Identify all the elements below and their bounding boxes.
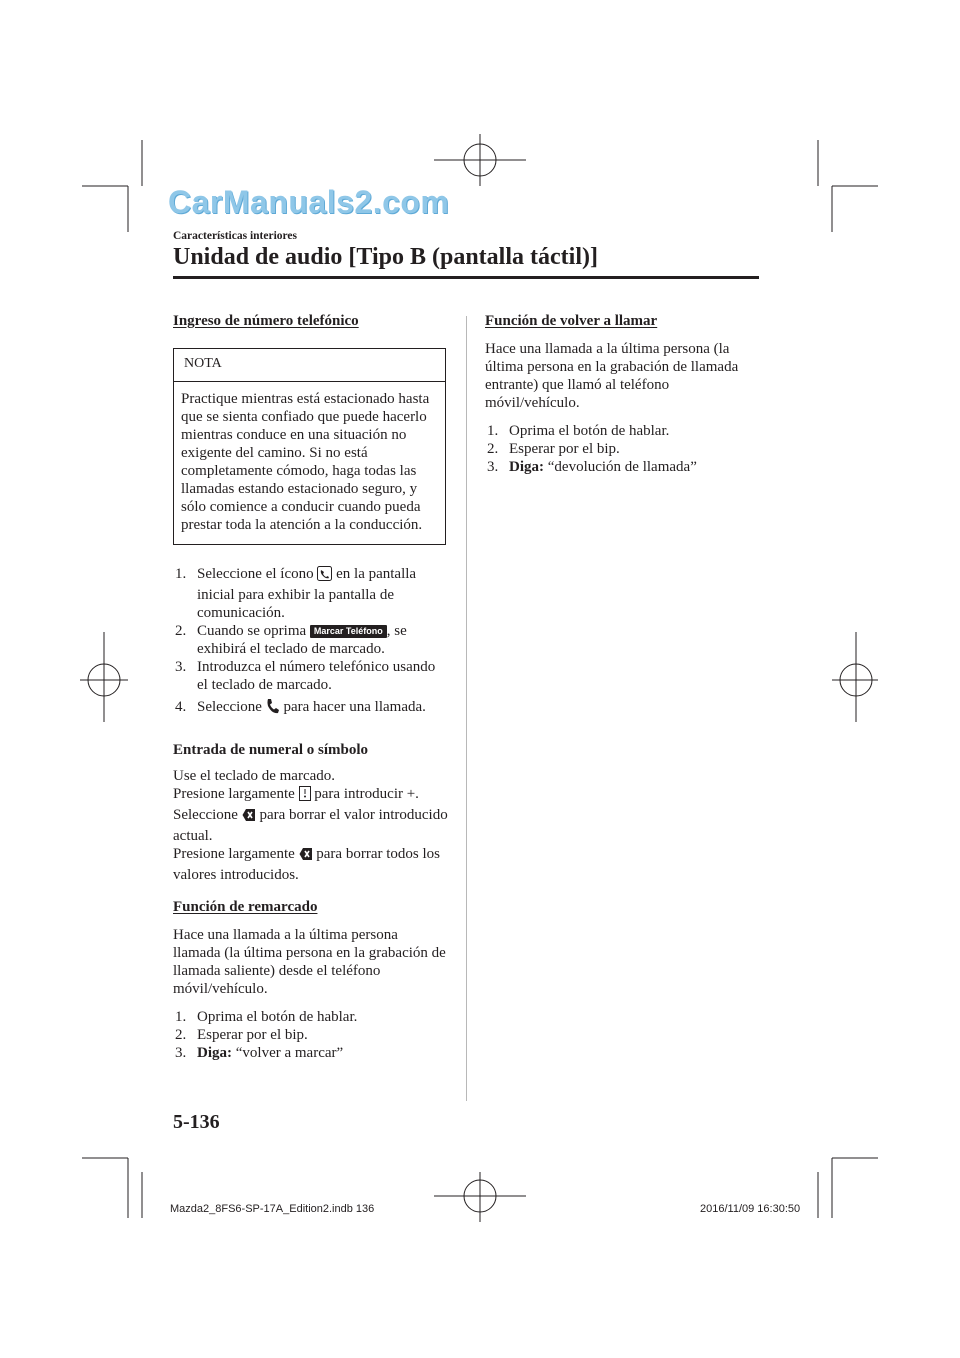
heading-call-back: Función de volver a llamar <box>485 313 658 329</box>
left-column <box>173 312 449 1062</box>
entry-line-4: Presione largamente para borrar todos los valores introducidos. <box>173 846 440 883</box>
note-box <box>173 348 446 545</box>
redial-steps <box>173 1008 449 1062</box>
list-item: 1. Oprima el botón de hablar. <box>487 423 670 439</box>
list-item: 4. Seleccione para hacer una llamada. <box>173 698 449 719</box>
call-back-description: Hace una llamada a la última persona (la última persona en la grabación de llamada entrante) que llamó al teléfono móvil/vehículo. <box>485 341 739 411</box>
phone-screen-icon <box>317 566 332 586</box>
column-divider <box>466 316 467 1101</box>
note-title: NOTA <box>174 349 445 382</box>
watermark: CarManuals2.com <box>168 184 450 220</box>
right-column <box>485 312 765 476</box>
list-item: 3. Diga: “devolución de llamada” <box>487 459 697 475</box>
section-label: Características interiores <box>173 230 298 242</box>
entry-steps <box>173 565 449 719</box>
redial-description: Hace una llamada a la última persona llamada (la última persona en la grabación de llamada saliente) desde el teléfono móvil/vehículo. <box>173 927 446 997</box>
list-item: 2. Cuando se oprima Marcar Teléfono , se exhibirá el teclado de marcado. <box>175 623 407 657</box>
entry-line-1: Use el teclado de marcado. <box>173 768 336 784</box>
title-rule <box>173 276 759 279</box>
entry-line-2: Presione largamente para introducir +. <box>173 785 449 806</box>
list-item: 2. Esperar por el bip. <box>175 1027 308 1043</box>
heading-redial: Función de remarcado <box>173 899 318 915</box>
list-item: 1. Oprima el botón de hablar. <box>175 1009 358 1025</box>
note-body: Practique mientras está estacionado hasta que se sienta confiado que puede hacerlo mientras conduce en una situación no exigente del camino. Si no está completamente cómodo, haga todas las llamadas estando estacionado seguro, y sólo comience a conducir cuando pueda prestar toda la atención a la conducción. <box>181 391 430 533</box>
list-item: 3. Diga: “volver a marcar” <box>175 1045 344 1061</box>
call-back-steps <box>485 422 765 476</box>
list-item: 1. Seleccione el ícono en la pantalla inicial para exhibir la pantalla de comunicación. <box>175 566 417 621</box>
delete-key-icon <box>242 808 256 827</box>
marcar-telefono-button: Marcar Teléfono <box>310 625 387 638</box>
list-item: 2. Esperar por el bip. <box>487 441 620 457</box>
entry-line-3: Seleccione para borrar el valor introducido actual. <box>173 807 448 844</box>
footer-timestamp: 2016/11/09 16:30:50 <box>700 1203 801 1215</box>
list-item: 3. Introduzca el número telefónico usando el teclado de marcado. <box>175 659 436 693</box>
heading-phone-number-entry: Ingreso de número telefónico <box>173 313 359 329</box>
page-title: Unidad de audio [Tipo B (pantalla táctil)] <box>173 244 598 270</box>
footer-file-name: Mazda2_8FS6-SP-17A_Edition2.indb 136 <box>170 1203 375 1215</box>
plus-key-icon <box>299 786 311 806</box>
page-number: 5-136 <box>173 1111 220 1133</box>
heading-numeral-entry: Entrada de numeral o símbolo <box>173 742 369 758</box>
delete-key-icon <box>299 847 313 866</box>
phone-handset-icon <box>266 698 280 719</box>
